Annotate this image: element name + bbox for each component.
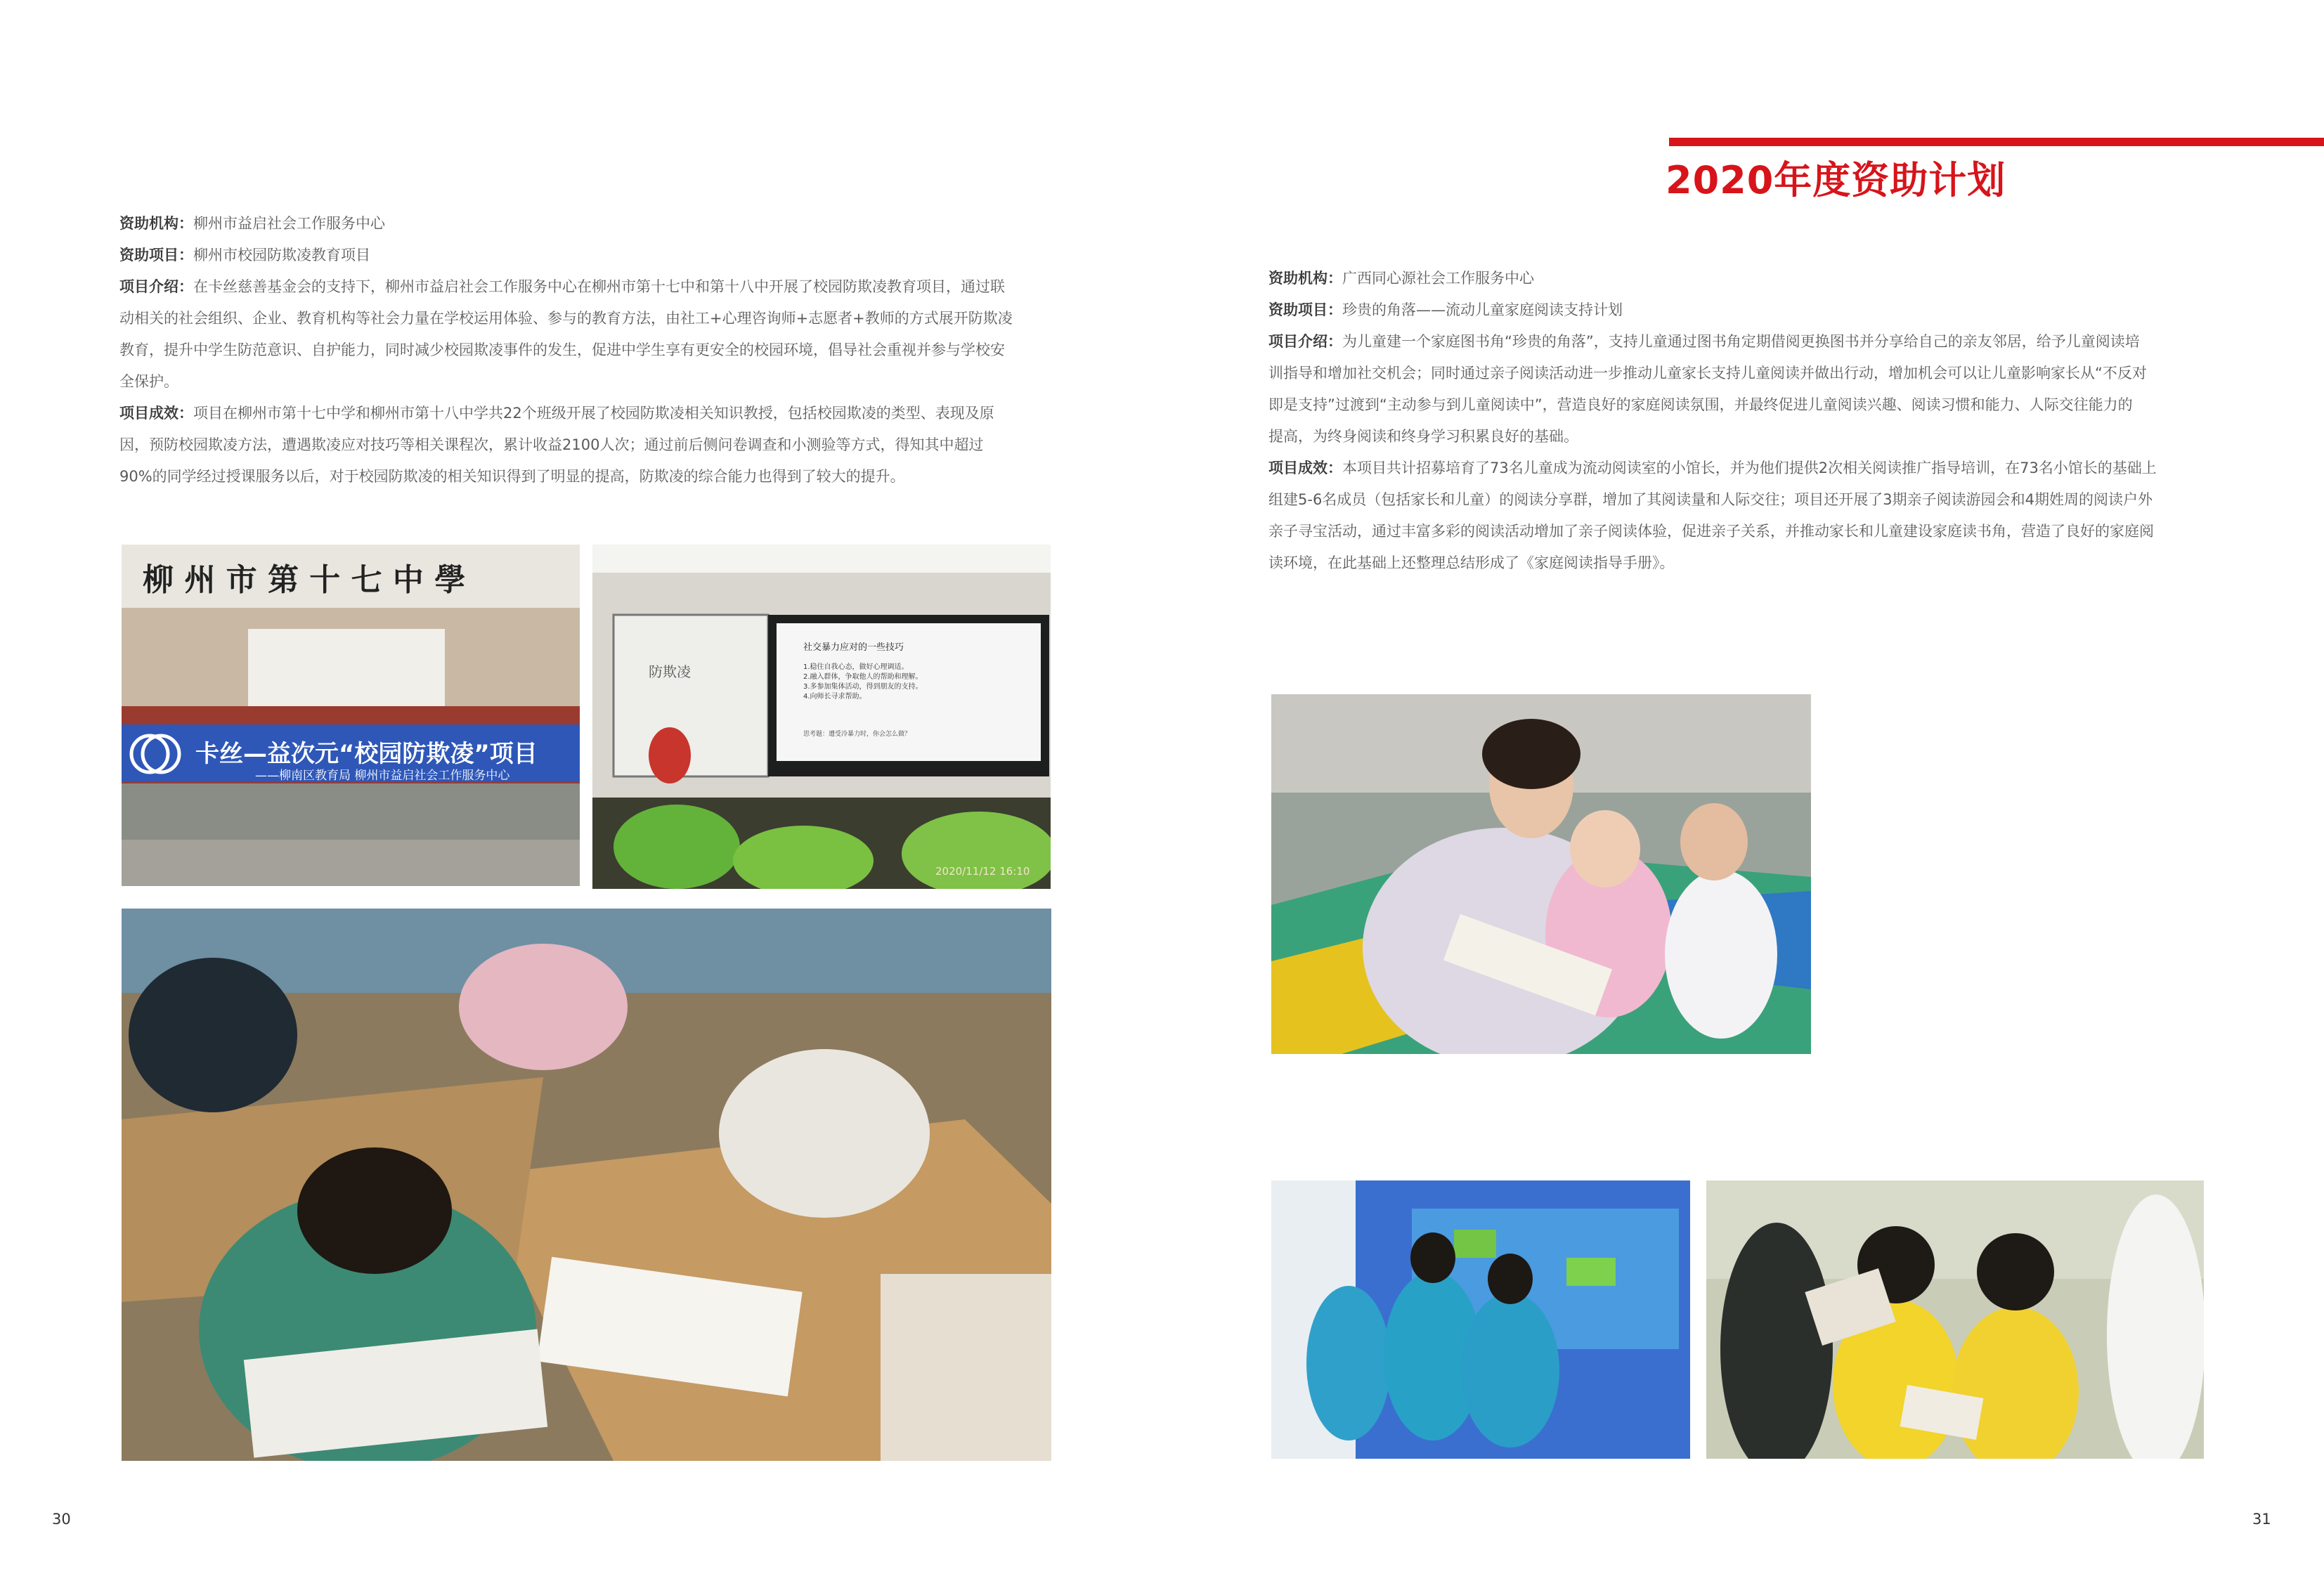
left-intro-line: 教育，提升中学生防范意识、自护能力，同时减少校园欺凌事件的发生，促进中学生享有更安全的校园环境，倡导社会重视并参与学校安 xyxy=(119,341,1005,358)
header-accent-bar xyxy=(1669,138,2324,146)
left-text-block xyxy=(119,208,1061,493)
right-intro-line: 训指导和增加社交机会；同时通过亲子阅读活动进一步推动儿童家长支持儿童阅读并做出行动，增加机会可以让儿童影响家长从“不反对 xyxy=(1268,365,2147,382)
left-result-line: 90%的同学经过授课服务以后，对于校园防欺凌的相关知识得到了明显的提高，防欺凌的综合能力也得到了较大的提升。 xyxy=(119,468,905,485)
page-title: 2020年度资助计划 xyxy=(1666,158,2006,202)
left-result-line: 因，预防校园欺凌方法，遭遇欺凌应对技巧等相关课程次，累计收益2100人次；通过前后侧问卷调查和小测验等方式，得知其中超过 xyxy=(119,436,984,453)
page-number-left: 30 xyxy=(52,1511,71,1528)
photo-classroom-presentation xyxy=(592,545,1051,889)
photo-kids-backpacks xyxy=(1271,1180,1690,1459)
left-org-line: 资助机构：柳州市益启社会工作服务中心 xyxy=(119,215,385,232)
right-result-line: 组建5-6名成员（包括家长和儿童）的阅读分享群，增加了其阅读量和人际交往；项目还开展了3期亲子阅读游园会和4期姓周的阅读户外 xyxy=(1268,491,2153,508)
right-project-line: 资助项目：珍贵的角落——流动儿童家庭阅读支持计划 xyxy=(1268,301,1623,318)
banner-main-text: 卡丝—益次元“校园防欺凌”项目 xyxy=(195,740,538,768)
right-intro-line: 项目介绍：为儿童建一个家庭图书角“珍贵的角落”，支持儿童通过图书角定期借阅更换图书并分享给自己的亲友邻居，给予儿童阅读培 xyxy=(1268,333,2140,350)
screen-line: 3.多参加集体活动，得到朋友的支持。 xyxy=(803,683,923,691)
right-result-line: 项目成效：本项目共计招募培育了73名儿童成为流动阅读室的小馆长，并为他们提供2次相关阅读推广指导培训，在73名小馆长的基础上 xyxy=(1268,460,2157,476)
right-result-line: 读环境，在此基础上还整理总结形成了《家庭阅读指导手册》。 xyxy=(1268,554,1675,571)
photo-students-writing xyxy=(122,909,1051,1461)
photo-school-gate-banner xyxy=(122,545,580,886)
projector-screen-title: 社交暴力应对的一些技巧 xyxy=(803,642,904,653)
photo-timestamp: 2020/11/12 16:10 xyxy=(935,865,1030,878)
left-result-line: 项目成效：项目在柳州市第十七中学和柳州市第十八中学共22个班级开展了校园防欺凌相关知识教授，包括校园欺凌的类型、表现及原 xyxy=(119,405,994,422)
left-intro-line: 动相关的社会组织、企业、教育机构等社会力量在学校运用体验、参与的教育方法，由社工+心理咨询师+志愿者+教师的方式展开防欺凌 xyxy=(119,310,1013,327)
page-number-right: 31 xyxy=(2252,1511,2271,1528)
right-org-line: 资助机构：广西同心源社会工作服务中心 xyxy=(1268,270,1534,287)
photo-family-reading xyxy=(1271,694,1811,1054)
right-intro-line: 提高，为终身阅读和终身学习积累良好的基础。 xyxy=(1268,428,1578,445)
left-project-line: 资助项目：柳州市校园防欺凌教育项目 xyxy=(119,247,370,264)
photo-girls-reading-books xyxy=(1706,1180,2204,1459)
school-sign-text: 柳 州 市 第 十 七 中 學 xyxy=(143,562,466,598)
screen-line: 4.向师长寻求帮助。 xyxy=(803,693,866,701)
screen-line: 2.融入群体，争取他人的帮助和理解。 xyxy=(803,673,923,681)
left-intro-line: 全保护。 xyxy=(119,373,178,390)
right-result-line: 亲子寻宝活动，通过丰富多彩的阅读活动增加了亲子阅读体验，促进亲子关系，并推动家长和儿童建设家庭读书角，营造了良好的家庭阅 xyxy=(1268,523,2154,540)
projector-screen-footer: 思考题：遭受冷暴力时，你会怎么做？ xyxy=(803,731,911,738)
whiteboard-text: 防欺凌 xyxy=(649,663,691,680)
screen-line: 1.稳住自我心态，做好心理调适。 xyxy=(803,663,909,671)
right-text-block xyxy=(1268,263,2224,579)
left-intro-line: 项目介绍：在卡丝慈善基金会的支持下，柳州市益启社会工作服务中心在柳州市第十七中和第十八中开展了校园防欺凌教育项目，通过联 xyxy=(119,278,1005,295)
banner-sub-text: ——柳南区教育局 柳州市益启社会工作服务中心 xyxy=(255,769,510,783)
right-intro-line: 即是支持”过渡到“主动参与到儿童阅读中”，营造良好的家庭阅读氛围，并最终促进儿童阅读兴趣、阅读习惯和能力、人际交往能力的 xyxy=(1268,396,2133,413)
projector-screen-list xyxy=(803,663,923,702)
